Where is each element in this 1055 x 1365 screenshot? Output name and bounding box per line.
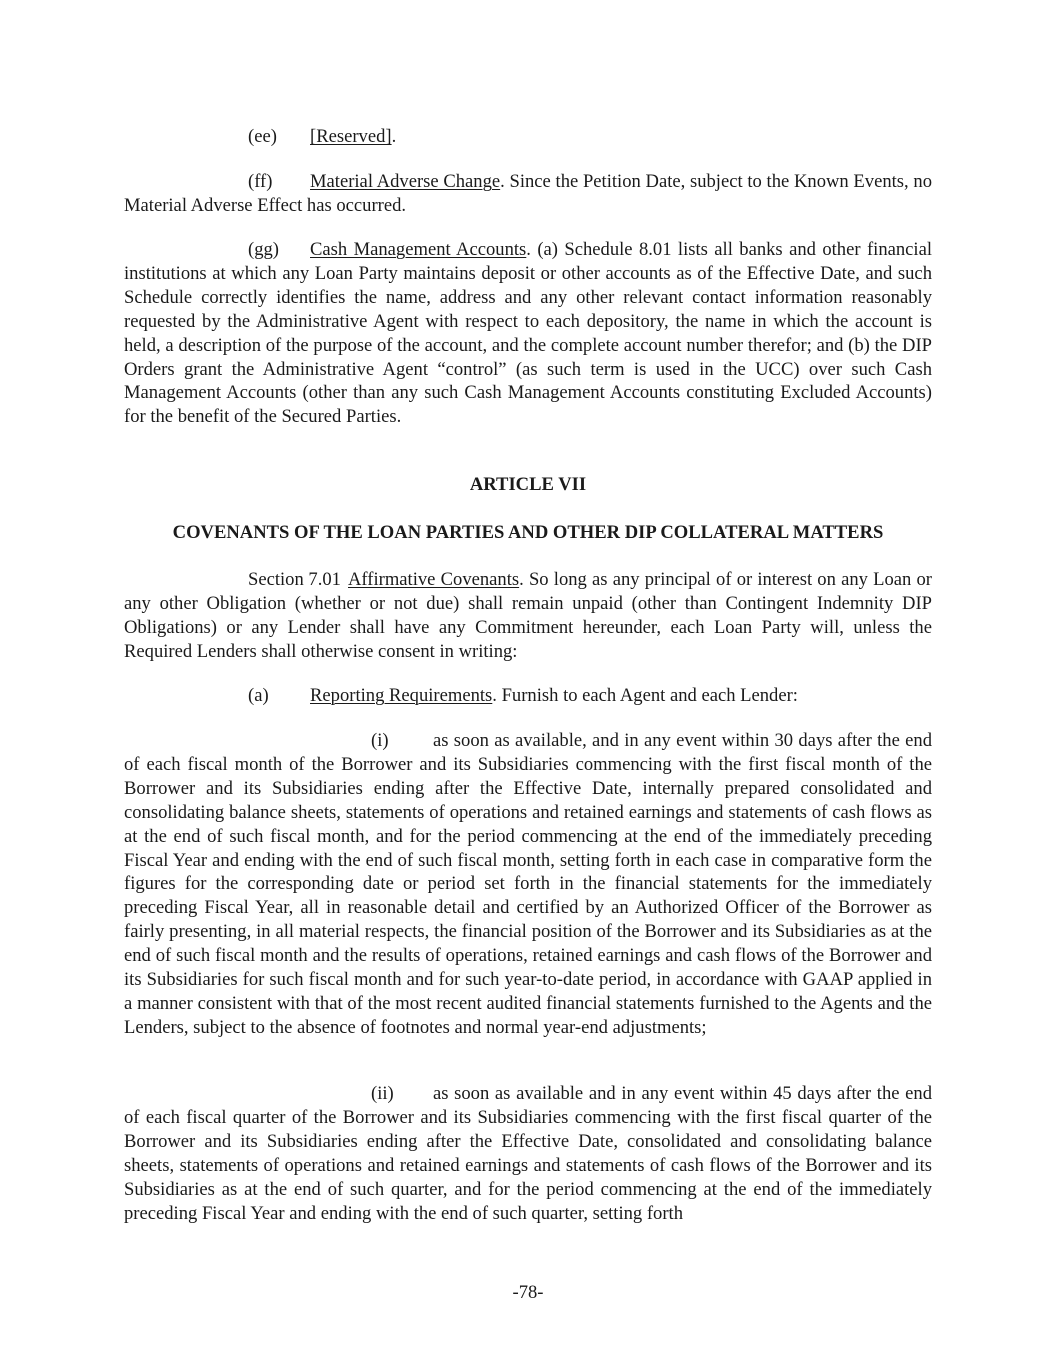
subsection-a [124, 684, 932, 708]
clause-i-text: as soon as available, and in any event within 30 days after the end of each fiscal month of the Borrower and its Subsidiaries commencing with the first fiscal month of the Borrower and its Subsidiaries ending after the Effective Date, internally prepared consolidated and consolidating balance sheets, statements of operations and retained earnings and statements of cash flows as at the end of such fiscal month, and for the period commencing at the end of the immediately preceding Fiscal Year and ending with the end of such fiscal month, setting forth in each case in comparative form the figures for the corresponding date or period set forth in the financial statements for the immediately preceding Fiscal Year, all in reasonable detail and certified by an Authorized Officer of the Borrower as fairly presenting, in all material respects, the financial position of the Borrower and its Subsidiaries as at the end of such fiscal month and the results of operations, retained earnings and cash flows of the Borrower and its Subsidiaries for such fiscal month and for such year-to-date period, in accordance with GAAP applied in a manner consistent with that of the most recent audited financial statements furnished to the Agents and the Lenders, subject to the absence of footnotes and normal year-end adjustments; [124, 730, 932, 1038]
clause-ii [124, 1082, 932, 1225]
item-gg-heading: Cash Management Accounts [310, 239, 527, 260]
page-number: -78- [512, 1282, 544, 1303]
article-subtitle: COVENANTS OF THE LOAN PARTIES AND OTHER DIP COLLATERAL MATTERS [172, 522, 884, 543]
section-7-01 [124, 568, 932, 664]
section-7-01-label: Section 7.01 [248, 569, 341, 590]
clause-i [124, 729, 932, 1040]
item-ff-heading: Material Adverse Change [310, 171, 501, 192]
clause-i-label: (i) [371, 730, 389, 751]
subsection-a-heading: Reporting Requirements [310, 685, 493, 706]
item-ee-text: . [391, 126, 397, 147]
item-gg-text: . (a) Schedule 8.01 lists all banks and other financial institutions at which any Loan Party maintains deposit or other accounts as of the Effective Date, and such Schedule correctly identifies the name, address and any other relevant contact information reasonably requested by the Administrative Agent with respect to each depository, the name in which the account is held, a description of the purpose of the account, and the complete account number therefor; and (b) the DIP Orders grant the Administrative Agent “control” (as such term is used in the UCC) over such Cash Management Accounts (other than any such Cash Management Accounts constituting Excluded Accounts) for the benefit of the Secured Parties. [124, 239, 933, 428]
clause-ii-label: (ii) [371, 1083, 394, 1104]
item-ff [124, 170, 932, 218]
section-7-01-heading: Affirmative Covenants [348, 569, 520, 590]
item-ee-label: (ee) [248, 126, 277, 147]
item-ff-label: (ff) [248, 171, 273, 192]
item-ee-heading: [Reserved] [310, 126, 392, 147]
clause-ii-text: as soon as available and in any event within 45 days after the end of each fiscal quarter of the Borrower and its Subsidiaries commencing with the first fiscal quarter of the Borrower and its Subsidiaries ending after the Effective Date, consolidated and consolidating balance sheets, statements of operations and retained earnings and statements of cash flows of the Borrower and its Subsidiaries as at the end of such quarter, and for the period commencing at the end of the immediately preceding Fiscal Year and ending with the end of such quarter, setting forth [124, 1083, 932, 1224]
subsection-a-text: . Furnish to each Agent and each Lender: [492, 685, 798, 706]
subsection-a-label: (a) [248, 685, 269, 706]
item-gg [124, 238, 932, 429]
item-ee [124, 125, 932, 149]
article-title: ARTICLE VII [469, 474, 587, 495]
section-7-01-text: . So long as any principal of or interest on any Loan or any other Obligation (whether or not due) shall remain unpaid (other than Contingent Indemnity DIP Obligations) or any Lender shall have any Commitment hereunder, each Loan Party will, unless the Required Lenders shall otherwise consent in writing: [124, 569, 932, 662]
item-gg-label: (gg) [248, 239, 279, 260]
item-ff-text: . Since the Petition Date, subject to the Known Events, no Material Adverse Effect has occurred. [124, 171, 932, 216]
